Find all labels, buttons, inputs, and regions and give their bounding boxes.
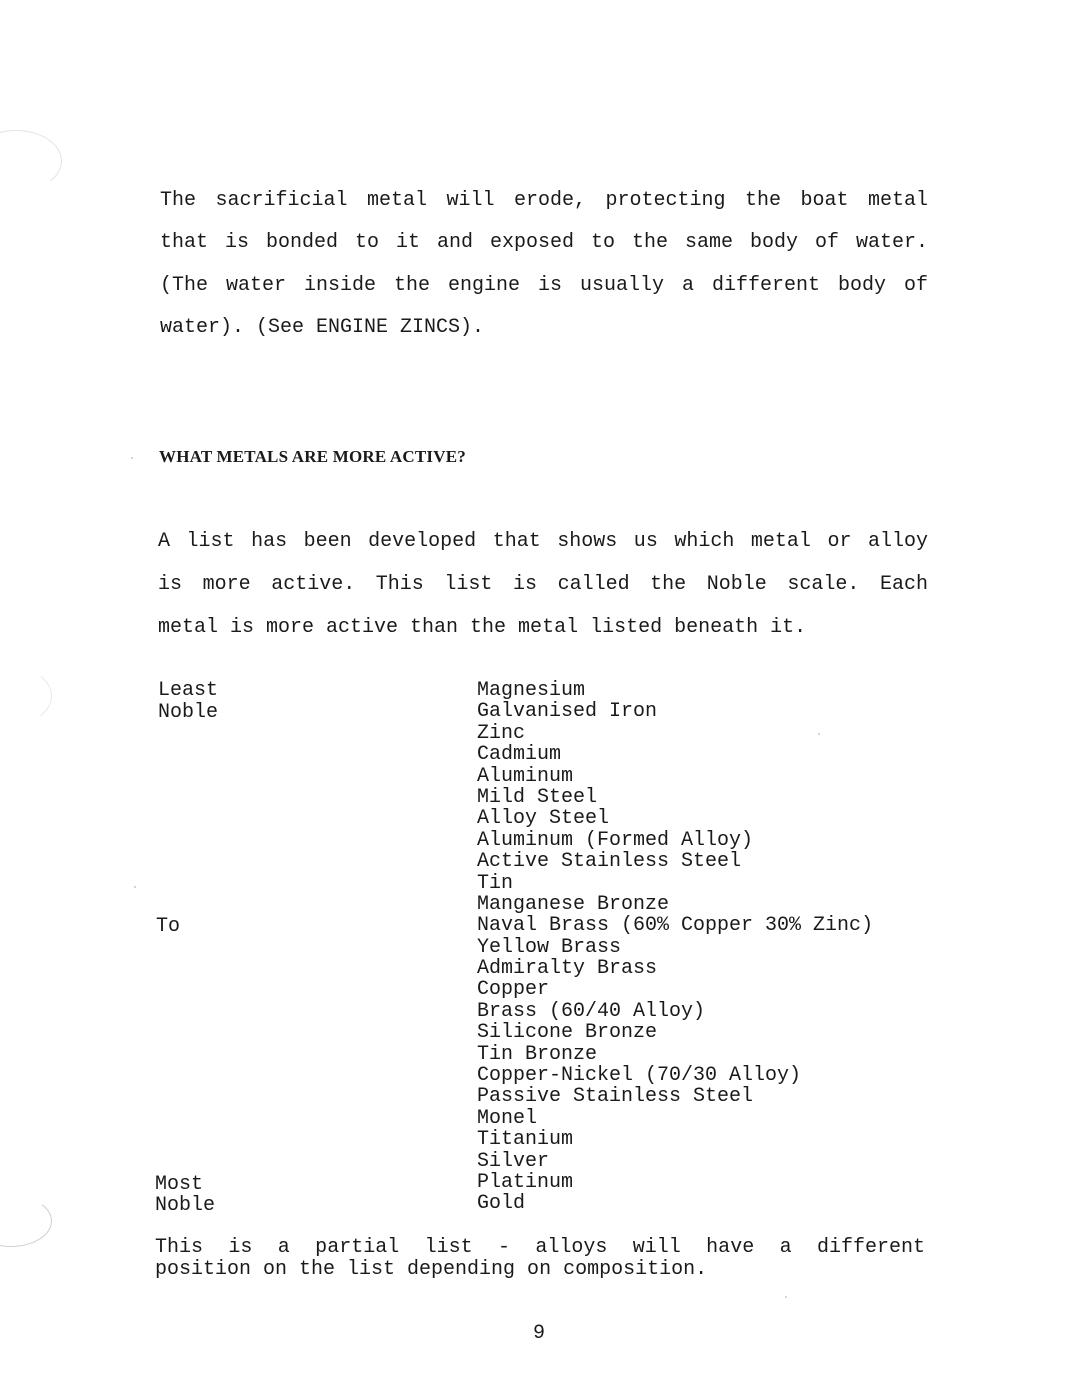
- scale-label-least: Least: [158, 679, 219, 702]
- list-item: Tin: [477, 871, 514, 895]
- scale-label-least-noble: Noble: [158, 701, 219, 724]
- list-item: Alloy Steel: [477, 807, 610, 831]
- scan-speck: [785, 1296, 787, 1298]
- intro-line-1: The sacrificial metal will erode, protecting the boat metal: [160, 189, 928, 212]
- list-item: Aluminum: [477, 764, 574, 788]
- section-heading: WHAT METALS ARE MORE ACTIVE?: [159, 447, 466, 466]
- list-item: Platinum: [477, 1170, 574, 1194]
- list-item: Monel: [477, 1106, 538, 1130]
- list-item: Zinc: [477, 721, 526, 745]
- list-item: Naval Brass (60% Copper 30% Zinc): [477, 914, 874, 938]
- list-item: Titanium: [477, 1128, 574, 1152]
- list-item: Brass (60/40 Alloy): [477, 999, 706, 1023]
- list-item: Cadmium: [477, 743, 562, 767]
- list-item: Aluminum (Formed Alloy): [477, 828, 754, 852]
- list-item: Manganese Bronze: [477, 892, 670, 916]
- list-item: Gold: [477, 1192, 526, 1216]
- list-item: Magnesium: [477, 679, 586, 702]
- intro-line-3: (The water inside the engine is usually a different body of: [160, 274, 928, 297]
- scan-speck: [131, 457, 133, 459]
- noble-line-3: metal is more active than the metal listed beneath it.: [158, 616, 807, 639]
- noble-scale-list: [477, 680, 873, 1215]
- intro-line-4: water). (See ENGINE ZINCS).: [160, 316, 485, 339]
- note-line-2: position on the list depending on composition.: [155, 1258, 708, 1281]
- scan-ring-mark: [0, 1195, 52, 1247]
- list-item: Galvanised Iron: [477, 700, 658, 724]
- list-item: Silicone Bronze: [477, 1021, 658, 1045]
- list-item: Active Stainless Steel: [477, 850, 742, 874]
- scan-ring-mark: [0, 130, 62, 192]
- note-line-1: This is a partial list - alloys will have a different: [155, 1236, 925, 1259]
- scan-speck: [134, 886, 136, 888]
- list-item: Copper: [477, 978, 550, 1002]
- page-number: 9: [532, 1322, 545, 1345]
- list-item: Tin Bronze: [477, 1042, 598, 1066]
- list-item: Passive Stainless Steel: [477, 1085, 754, 1109]
- scan-ring-mark: [0, 665, 52, 727]
- scale-label-to: To: [156, 915, 181, 938]
- noble-line-2: is more active. This list is called the Noble scale. Each: [158, 573, 928, 596]
- list-item: Admiralty Brass: [477, 957, 658, 981]
- list-item: Silver: [477, 1149, 550, 1173]
- noble-line-1: A list has been developed that shows us which metal or alloy: [158, 530, 928, 553]
- list-item: Yellow Brass: [477, 935, 622, 959]
- list-item: Mild Steel: [477, 785, 598, 809]
- list-item: Copper-Nickel (70/30 Alloy): [477, 1064, 802, 1088]
- intro-line-2: that is bonded to it and exposed to the same body of water.: [160, 231, 928, 254]
- scale-label-most-noble: Noble: [155, 1194, 216, 1217]
- scale-label-most: Most: [155, 1173, 204, 1196]
